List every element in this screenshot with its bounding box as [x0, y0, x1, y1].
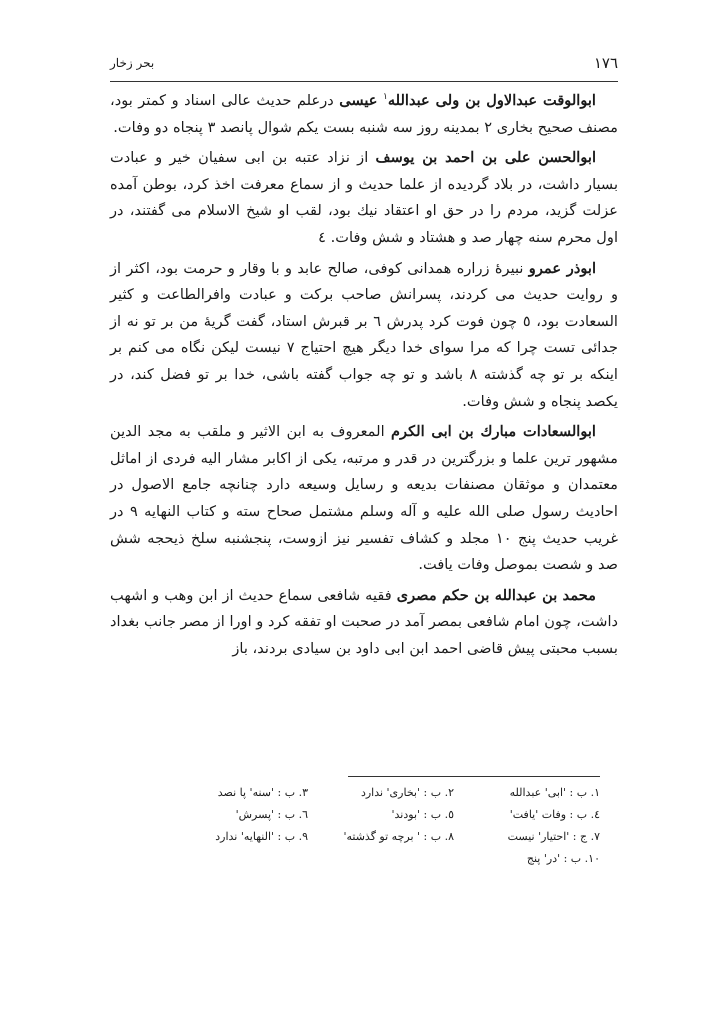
footnote: ٤. ب : وفات 'یافت'	[509, 808, 600, 821]
footnote-row	[160, 848, 600, 870]
entry-name: محمد بن عبدالله بن حکم مصری	[396, 586, 596, 604]
entry-name: ابوالحسن علی بن احمد بن یوسف	[375, 149, 596, 167]
footnote: ٨. ب : ' برچه تو گذشته'	[343, 830, 454, 843]
paragraph	[110, 256, 618, 416]
paragraph	[110, 583, 618, 663]
page-number: ١٧٦	[593, 54, 618, 72]
footnote-row	[160, 782, 600, 804]
paragraph	[110, 419, 618, 579]
header-rule	[110, 81, 618, 82]
footnote-row	[160, 804, 600, 826]
footnote-marker: ١	[382, 92, 388, 103]
body-text	[110, 88, 618, 666]
footnotes	[160, 782, 600, 870]
paragraph	[110, 88, 618, 141]
paragraph	[110, 145, 618, 251]
footnote: ٣. ب : 'سنه' پا نصد	[217, 786, 308, 799]
footnote-rule	[348, 776, 600, 777]
footnote: ١. ب : 'ابی' عبدالله	[509, 786, 600, 799]
footnote: ٥. ب : 'بودند'	[391, 808, 454, 821]
page-header	[110, 52, 618, 78]
footnote: ٢. ب : 'بخاری' ندارد	[360, 786, 454, 799]
paragraph-text: از نزاد عتبه بن ابی سفیان خیر و عبادت بسیار داشت، در بلاد گردیده از علما حدیث و از سماع معرفت اخذ کرد، بوطن آمده عزلت گزید، مردم را در حق او اعتقاد نیك بود، لقب او شیخ الاسلام می گفتند، در اول محرم سنه چهار صد و هشتاد و شش وفات. ٤	[110, 149, 618, 246]
paragraph-text: فقیه شافعی سماع حدیث از ابن وهب و اشهب داشت، چون امام شافعی بمصر آمد در صحبت او تفقه کرد و اورا از مصر جانب بغداد بسبب محبتی پیش قاضی احمد ابن ابی داود بن سیادی بردند، باز	[110, 586, 618, 657]
footnote: ٦. ب : 'پسرش'	[235, 808, 308, 821]
footnote: ٧. ج : 'احتیار' نیست	[507, 830, 600, 843]
paragraph-text: نبیرۀ زراره همدانی کوفی، صالح عابد و با وقار و حرمت بود، اکثر از و روایت حدیث می کردند، پسرانش صاحب برکت و عبادت وافرالطاعت و کثیر السعادت بود، ٥ چون فوت کرد پدرش ٦ بر قبرش استاد، گفت گریۀ من بر تو نه از جدائی تست چرا که مرا سوای خدا دیگر هیچ احتیاج ٧ نیست لیکن نگاه می کنم بر اینکه بر تو چه گذشته ٨ باشد و تو چه جواب گفته باشی، خدا بر تو فضل کند، در یکصد پنجاه و شش وفات.	[110, 259, 618, 410]
paragraph-text: المعروف به ابن الاثیر و ملقب به مجد الدین مشهور ترین علما و بزرگترین در قدر و مرتبه، یکی از اکابر مشار الیه فردی از اماثل معتمدان و موثقان مصنفات بدیعه و رسایل وسیعه دارد چنانچه جامع الاصول در احادیث رسول صلی الله علیه و آله وسلم مشتمل صحاح سته و کتاب النهایه ٩ در غریب حدیث پنج ١٠ مجلد و کشاف تفسیر نیز ازوست، پنجشنبه سلخ ذیحجه شش صد و شصت بموصل وفات یافت.	[110, 423, 619, 574]
footnote: ١٠. ب : 'در' پنج	[526, 852, 600, 865]
footnote-row	[160, 826, 600, 848]
entry-name: ابوذر عمرو	[528, 259, 597, 277]
entry-name-secondary: عیسی	[339, 92, 378, 109]
paragraph-text: درعلم حدیث عالی اسناد و کمتر بود، مصنف صحیح بخاری ٢ بمدینه روز سه شنبه بست یکم شوال پانصد ٣ پنجاه دو وفات.	[110, 92, 618, 136]
entry-name: ابوالوقت عبدالاول بن ولی عبدالله	[387, 92, 596, 109]
entry-name: ابوالسعادات مبارك بن ابی الکرم	[390, 423, 596, 441]
running-title: بحر زخار	[110, 56, 155, 70]
footnote: ٩. ب : 'النهایه' ندارد	[215, 830, 308, 843]
